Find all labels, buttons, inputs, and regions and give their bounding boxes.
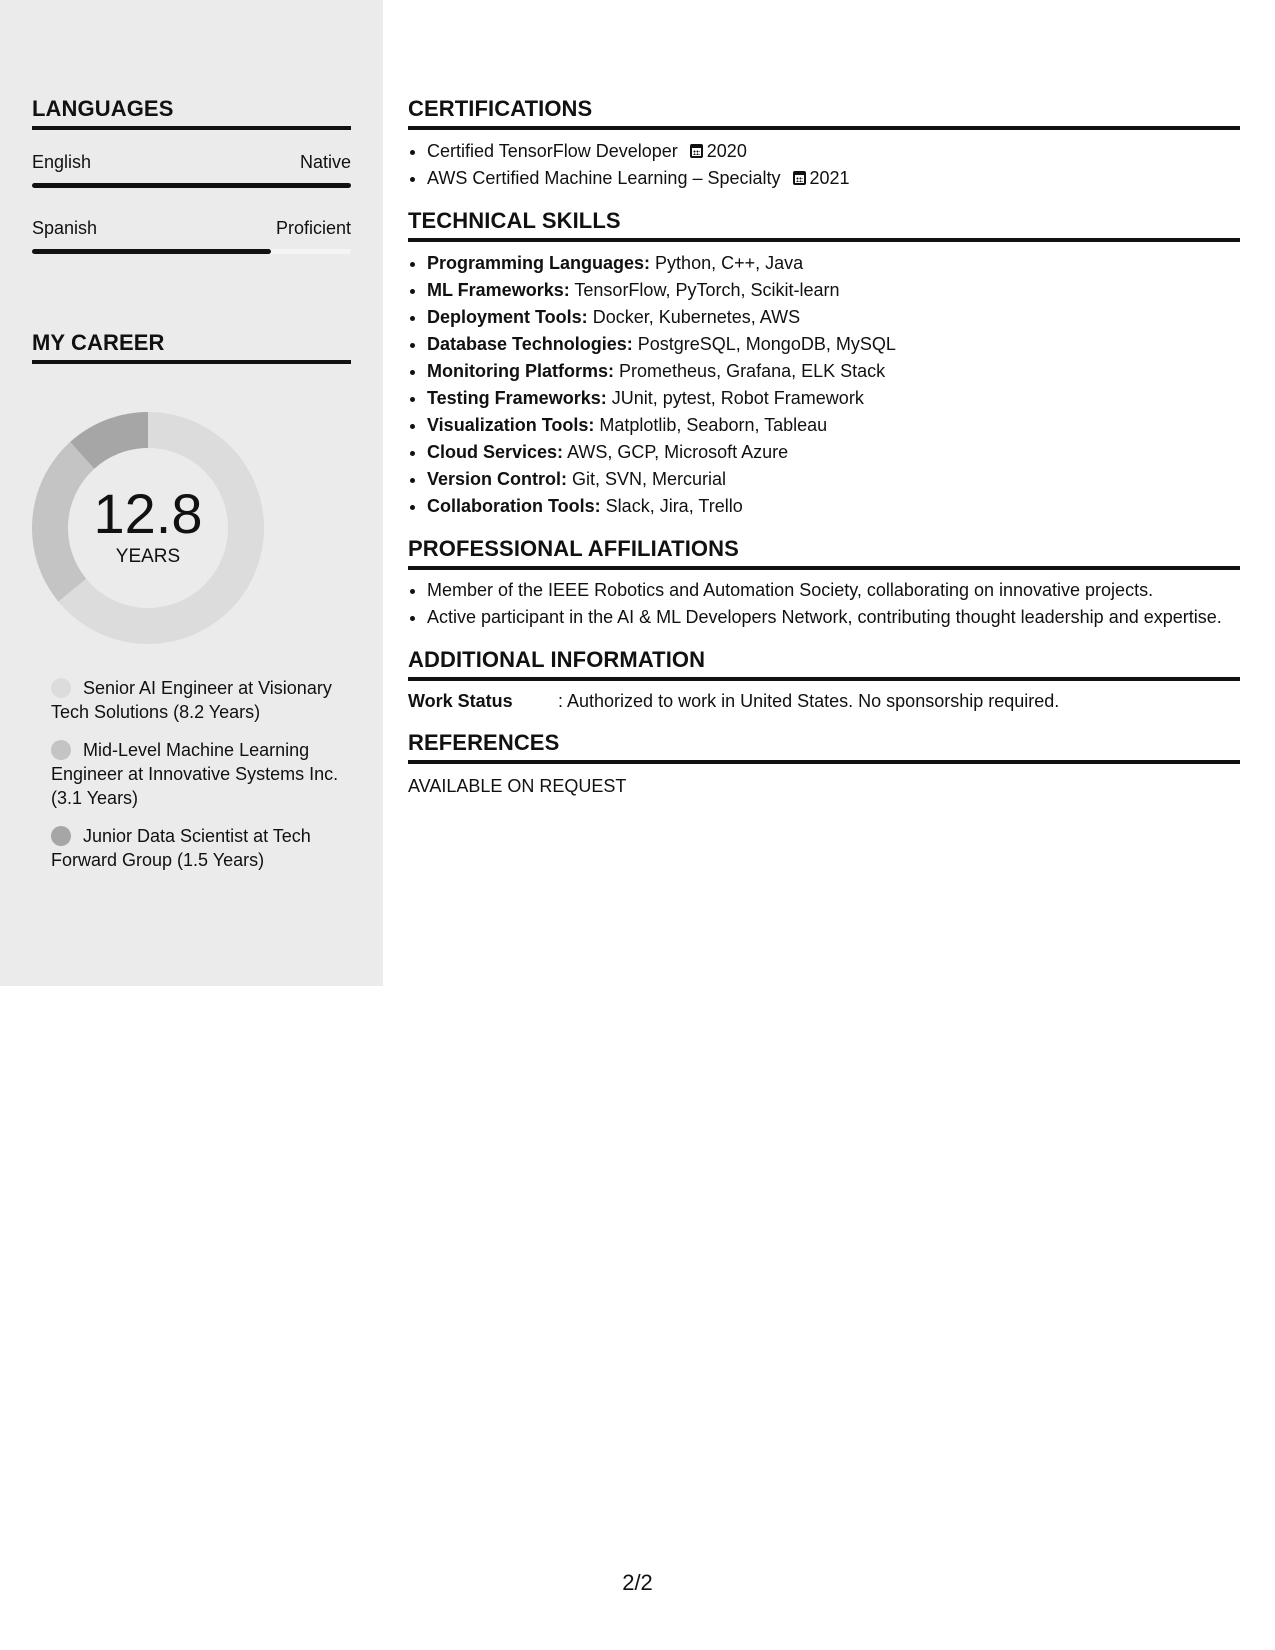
language-level-fill	[32, 183, 351, 188]
career-total-unit: YEARS	[115, 546, 181, 567]
sidebar	[0, 0, 383, 986]
legend-dot-icon	[51, 826, 71, 846]
skill-item	[427, 277, 1240, 304]
skill-label: ML Frameworks:	[427, 280, 570, 300]
skill-item	[427, 250, 1240, 277]
skill-item	[427, 358, 1240, 385]
skill-value: AWS, GCP, Microsoft Azure	[567, 442, 789, 462]
skill-item	[427, 466, 1240, 493]
career-legend-item	[51, 738, 341, 810]
main-content	[408, 0, 1240, 797]
skills-title: TECHNICAL SKILLS	[408, 208, 1240, 242]
certification-year: 2021	[809, 168, 850, 188]
certifications-title: CERTIFICATIONS	[408, 96, 1240, 130]
skill-item	[427, 439, 1240, 466]
affiliation-item: • Active participant in the AI & ML Developers Network, contributing thought leadership and expertise.	[427, 605, 1240, 629]
skill-value: TensorFlow, PyTorch, Scikit-learn	[574, 280, 840, 300]
skill-value: Slack, Jira, Trello	[605, 496, 743, 516]
career-legend-label: Mid-Level Machine Learning Engineer at Innovative Systems Inc. (3.1 Years)	[51, 740, 339, 808]
skill-label: Programming Languages:	[427, 253, 651, 273]
language-level-bar	[32, 249, 351, 254]
career-legend-label: Senior AI Engineer at Visionary Tech Solutions (8.2 Years)	[51, 678, 332, 722]
career-title: MY CAREER	[32, 330, 351, 364]
skill-item	[427, 493, 1240, 520]
legend-dot-icon	[51, 740, 71, 760]
page-number: 2/2	[622, 1570, 653, 1595]
skill-value: PostgreSQL, MongoDB, MySQL	[637, 334, 896, 354]
skill-label: Testing Frameworks:	[427, 388, 607, 408]
career-legend-item	[51, 676, 341, 724]
skill-value: Python, C++, Java	[655, 253, 804, 273]
language-level: Proficient	[275, 218, 351, 238]
language-level-bar	[32, 183, 351, 188]
skill-item	[427, 304, 1240, 331]
language-name: Spanish	[32, 218, 98, 238]
work-status-value: : Authorized to work in United States. No sponsorship required.	[558, 691, 1060, 711]
certification-name: Certified TensorFlow Developer	[427, 141, 678, 161]
legend-dot-icon	[51, 678, 71, 698]
career-total-value: 12.8	[93, 482, 203, 545]
skill-item	[427, 412, 1240, 439]
career-donut-chart	[32, 412, 264, 644]
work-status-row	[408, 691, 1240, 712]
skill-value: JUnit, pytest, Robot Framework	[611, 388, 864, 408]
affiliation-item: • Member of the IEEE Robotics and Automation Society, collaborating on innovative projects.	[427, 578, 1240, 602]
skill-value: Matplotlib, Seaborn, Tableau	[599, 415, 828, 435]
language-name: English	[32, 152, 92, 172]
skill-value: Docker, Kubernetes, AWS	[592, 307, 801, 327]
skill-value: Prometheus, Grafana, ELK Stack	[619, 361, 886, 381]
career-legend-item	[51, 824, 341, 872]
additional-info-title: ADDITIONAL INFORMATION	[408, 647, 1240, 681]
skill-label: Database Technologies:	[427, 334, 633, 354]
skills-list	[408, 250, 1240, 520]
languages-title: LANGUAGES	[32, 96, 351, 130]
skill-label: Deployment Tools:	[427, 307, 588, 327]
skill-label: Visualization Tools:	[427, 415, 595, 435]
certification-item	[427, 165, 1240, 192]
career-legend	[51, 676, 341, 886]
references-title: REFERENCES	[408, 730, 1240, 764]
certification-name: AWS Certified Machine Learning – Specialty	[427, 168, 781, 188]
language-spanish	[32, 218, 351, 254]
skill-label: Cloud Services:	[427, 442, 564, 462]
skill-label: Version Control:	[427, 469, 568, 489]
skill-label: Collaboration Tools:	[427, 496, 601, 516]
certifications-list	[408, 138, 1240, 192]
sidebar-content	[32, 0, 351, 364]
skill-item	[427, 331, 1240, 358]
career-legend-label: Junior Data Scientist at Tech Forward Group (1.5 Years)	[51, 826, 311, 870]
certification-year: 2020	[706, 141, 747, 161]
references-text: AVAILABLE ON REQUEST	[408, 776, 627, 796]
language-english	[32, 152, 351, 188]
skill-label: Monitoring Platforms:	[427, 361, 614, 381]
calendar-icon	[690, 144, 703, 158]
affiliations-title: PROFESSIONAL AFFILIATIONS	[408, 536, 1240, 570]
skill-value: Git, SVN, Mercurial	[572, 469, 727, 489]
language-level-fill	[32, 249, 271, 254]
skill-item	[427, 385, 1240, 412]
affiliations-list	[408, 578, 1240, 629]
certification-item	[427, 138, 1240, 165]
calendar-icon	[793, 171, 806, 185]
career-total	[32, 412, 264, 644]
work-status-label: Work Status	[408, 691, 513, 711]
language-level: Native	[299, 152, 351, 172]
